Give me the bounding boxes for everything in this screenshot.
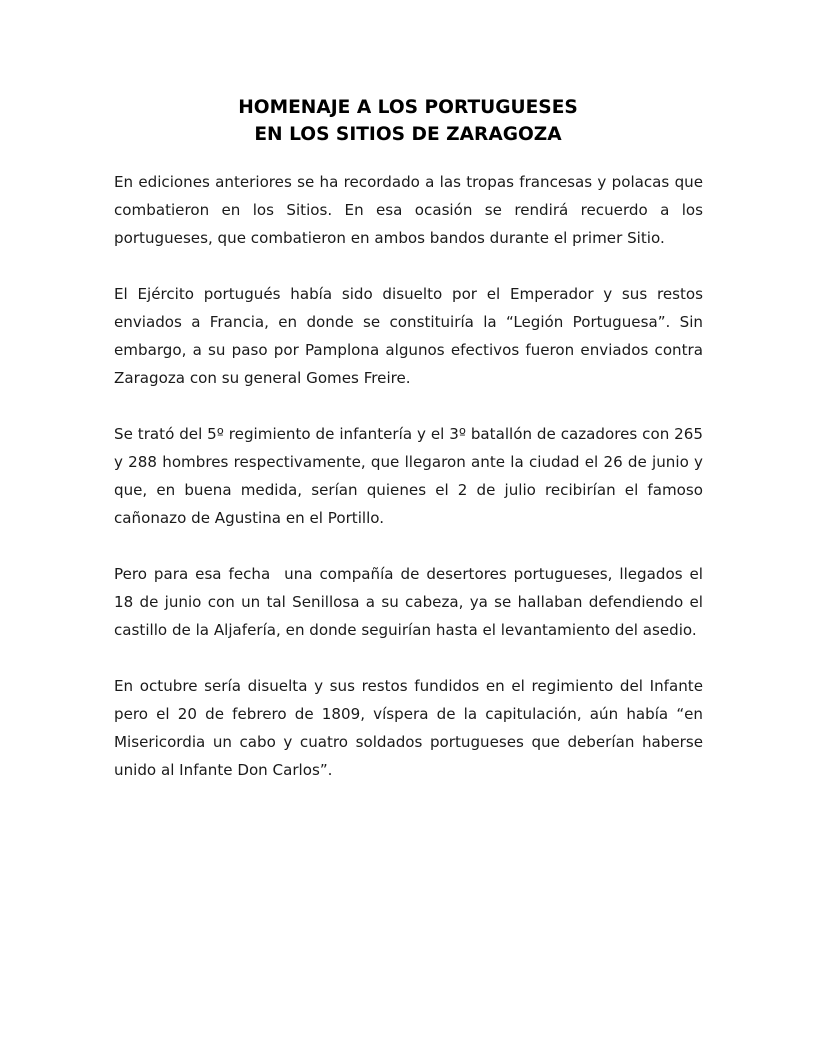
paragraph-2: El Ejército portugués había sido disuelto por el Emperador y sus restos enviados a Francia, en donde se constituiría la “Legión Portuguesa”. Sin embargo, a su paso por Pamplona algunos efectivos fueron enviados contra Zaragoza con su general Gomes Freire. xyxy=(114,285,708,387)
document-body xyxy=(114,168,708,812)
paragraph-4: Pero para esa fecha una compañía de desertores portugueses, llegados el 18 de junio con un tal Senillosa a su cabeza, ya se hallaban defendiendo el castillo de la Aljafería, en donde seguirían hasta el levantamiento del asedio. xyxy=(114,565,708,639)
paragraph-5: En octubre sería disuelta y sus restos fundidos en el regimiento del Infante pero el 20 de febrero de 1809, víspera de la capitulación, aún había “en Misericordia un cabo y cuatro soldados portugueses que deberían haberse unido al Infante Don Carlos”. xyxy=(114,677,708,779)
title-line-2: EN LOS SITIOS DE ZARAGOZA xyxy=(254,124,562,145)
paragraph-1: En ediciones anteriores se ha recordado a las tropas francesas y polacas que combatieron en los Sitios. En esa ocasión se rendirá recuerdo a los portugueses, que combatieron en ambos bandos durante el primer Sitio. xyxy=(114,173,708,247)
title-line-1: HOMENAJE A LOS PORTUGUESES xyxy=(238,97,578,118)
paragraph-3: Se trató del 5º regimiento de infantería y el 3º batallón de cazadores con 265 y 288 hombres respectivamente, que llegaron ante la ciudad el 26 de junio y que, en buena medida, serían quienes el 2 de julio recibirían el famoso cañonazo de Agustina en el Portillo. xyxy=(114,425,708,527)
document-title xyxy=(0,94,816,148)
